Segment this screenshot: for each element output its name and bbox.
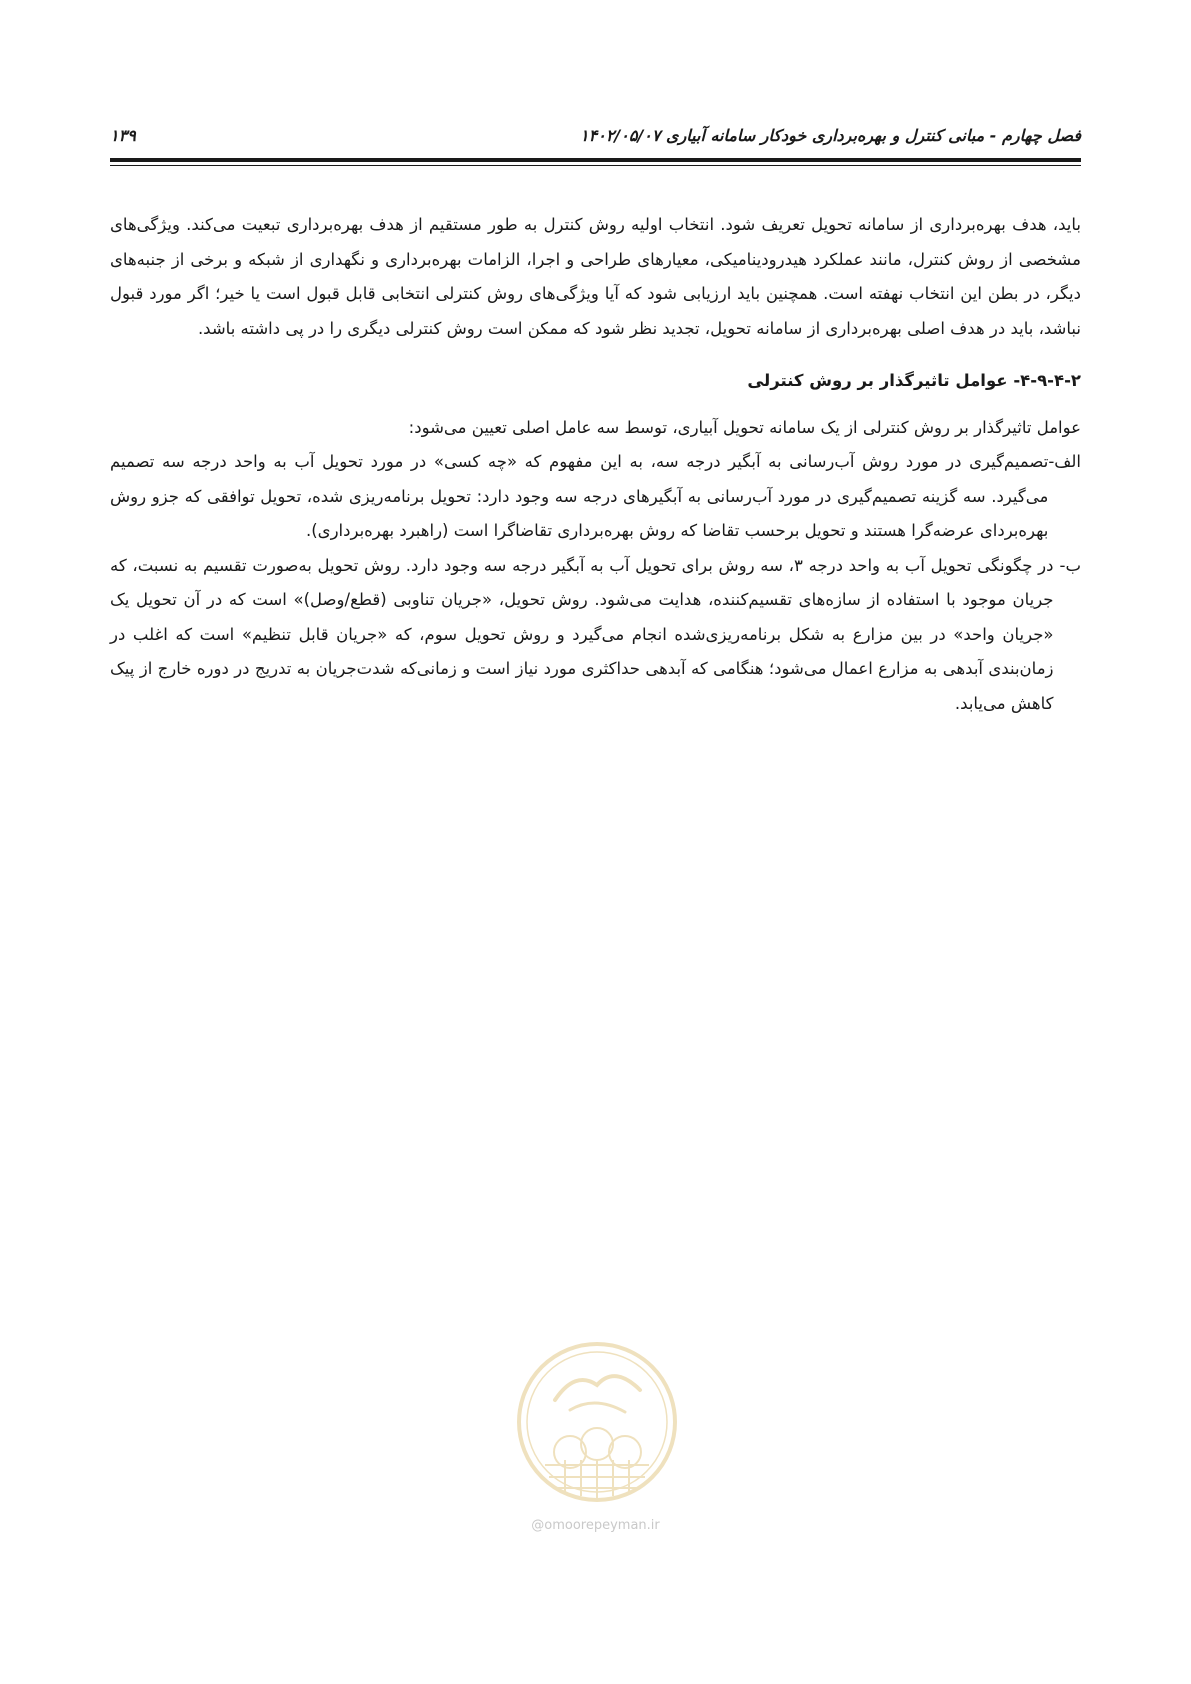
watermark-text: @omoorepeyman.ir <box>531 1518 660 1533</box>
list-text-a: تصمیم‌گیری در مورد روش آب‌رسانی به آبگیر درجه سه، به این مفهوم که «چه کسی» در مورد تحویل آب به واحد درجه سه تصمیم می‌گیرد. سه گزینه تصمیم‌گیری در مورد آب‌رسانی به آبگیرهای درجه سه وجود دارد: تحویل برنامه‌ریزی شده، تحویل توافقی که جزو روش بهره‌بردای عرضه‌گرا هستند و تحویل برحسب تقاضا که روش بهره‌برداری تقاضاگرا است (راهبرد بهره‌برداری). <box>110 452 1049 540</box>
page-number: ۱۳۹ <box>110 126 136 145</box>
header-rule-thin <box>110 165 1081 166</box>
header-title: فصل چهارم - مبانی کنترل و بهره‌برداری خودکار سامانه آبیاری ۱۴۰۲/۰۵/۰۷ <box>580 126 1081 145</box>
section-heading: ۴-۹-۴-۲- عوامل تاثیرگذار بر روش کنترلی <box>747 371 1081 390</box>
watermark-seal-icon <box>515 1340 679 1504</box>
page-header <box>110 118 1081 156</box>
header-rule-thick <box>110 158 1081 162</box>
intro-paragraph: عوامل تاثیرگذار بر روش کنترلی از یک سامانه تحویل آبیاری، توسط سه عامل اصلی تعیین می‌شود: <box>408 417 1081 437</box>
list-item-b <box>110 549 1081 722</box>
list-marker-b: ب- <box>1059 555 1081 575</box>
page-body <box>110 208 1081 721</box>
list-marker-a: الف- <box>1048 452 1081 471</box>
paragraph-1: باید، هدف بهره‌برداری از سامانه تحویل تعریف شود. انتخاب اولیه روش کنترل به طور مستقیم از هدف بهره‌برداری تبعیت می‌کند. ویژگی‌های مشخصی از روش کنترل، مانند عملکرد هیدرودینامیکی، معیارهای طراحی و اجرا، الزامات بهره‌برداری و نگهداری از شبکه و برخی از جنبه‌های دیگر، در بطن این انتخاب نهفته است. همچنین باید ارزیابی شود که آیا ویژگی‌های روش کنترلی انتخابی قابل قبول است یا خیر؛ اگر مورد قبول نباشد، باید در هدف اصلی بهره‌برداری از سامانه تحویل، تجدید نظر شود که ممکن است روش کنترلی دیگری را در پی داشته باشد. <box>110 215 1081 338</box>
list-item-a <box>110 445 1081 549</box>
list-text-b: در چگونگی تحویل آب به واحد درجه ۳، سه روش برای تحویل آب به آبگیر درجه سه وجود دارد. روش تحویل به‌صورت تقسیم به نسبت، که جریان موجود با استفاده از سازه‌های تقسیم‌کننده، هدایت می‌شود. روش تحویل، «جریان تناوبی (قطع/وصل)» است که در آن تحویل یک «جریان واحد» در بین مزارع به شکل برنامه‌ریزی‌شده انجام می‌گیرد و روش تحویل سوم، که «جریان قابل تنظیم» است که اغلب در زمان‌بندی آبدهی به مزارع اعمال می‌شود؛ هنگامی که آبدهی حداکثری مورد نیاز است و زمانی‌که شدت‌جریان به تدریج در دوره خارج از پیک کاهش می‌یابد. <box>110 555 1054 713</box>
